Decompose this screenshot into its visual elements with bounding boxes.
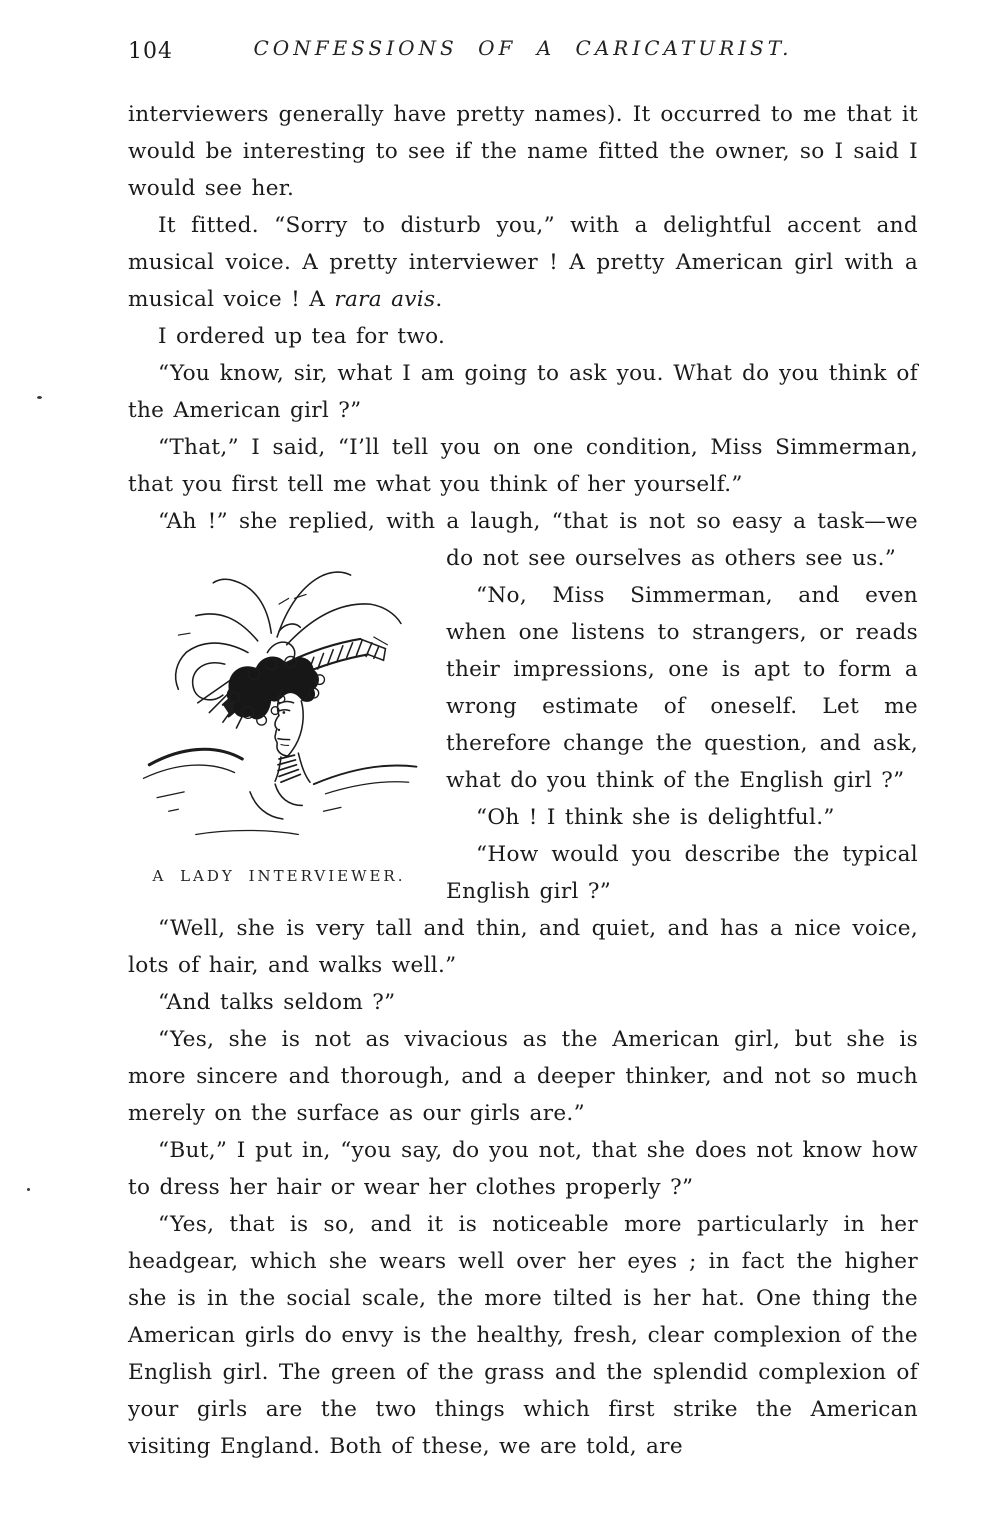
body-text xyxy=(128,96,918,1465)
paragraph-text: “No, Miss Simmerman, and even when one listens to strangers, or reads their impressions, one is apt to form a wrong estimate of oneself. Let me therefore change the question, and ask, what do you think of the English girl ?” xyxy=(446,583,918,793)
paragraph-text: . xyxy=(435,287,443,312)
running-header xyxy=(128,36,918,68)
paragraph-text: “Yes, she is not as vivacious as the American girl, but she is more sincere and thorough, and a deeper thinker, and not so much merely on the surface as our girls are.” xyxy=(128,1027,918,1126)
paragraph-text: “Yes, that is so, and it is noticeable more particularly in her headgear, which she wears well over her eyes ; in fact the higher she is in the social scale, the more tilted is her hat. One thing the American girls do envy is the healthy, fresh, clear complexion of the English girl. The green of the grass and the splendid complexion of your girls are the two things which first strike the American visiting England. Both of these, we are told, are xyxy=(128,1212,918,1459)
paragraph-text: “You know, sir, what I am going to ask you. What do you think of the American girl ?” xyxy=(128,361,918,423)
paragraph-10 xyxy=(128,910,918,984)
paragraph-text: “But,” I put in, “you say, do you not, that she does not know how to dress her hair or wear her clothes properly ?” xyxy=(128,1138,918,1200)
paragraph-14 xyxy=(128,1206,918,1465)
paragraph-text: “Oh ! I think she is delightful.” xyxy=(476,805,835,830)
figure-lady-interviewer xyxy=(128,548,430,895)
paragraph-3 xyxy=(128,318,918,355)
page-number: 104 xyxy=(128,39,173,64)
paragraph-12 xyxy=(128,1021,918,1132)
paragraph-2 xyxy=(128,207,918,318)
paragraph-text: I ordered up tea for two. xyxy=(158,324,446,349)
paragraph-text: “Ah !” she replied, with a laugh, “that is not so easy a task— xyxy=(158,509,887,534)
paragraph-text: It fitted. “Sorry to disturb you,” with a delightful accent and musical voice. A pretty interviewer ! A pretty American girl with a musical voice ! A xyxy=(128,213,918,312)
paragraph-text: we do not see ourselves as others see us.” xyxy=(446,509,918,571)
paragraph-text: “Well, she is very tall and thin, and quiet, and has a nice voice, lots of hair, and walks well.” xyxy=(128,916,918,978)
paragraph-4 xyxy=(128,355,918,429)
figure-caption: A LADY INTERVIEWER. xyxy=(152,867,406,885)
italic-phrase: rara avis xyxy=(334,287,436,312)
paragraph-text: “How would you describe the typical English girl ?” xyxy=(446,842,918,904)
paragraph-text: “And talks seldom ?” xyxy=(158,990,396,1015)
running-title: CONFESSIONS OF A CARICATURIST. xyxy=(253,36,793,60)
paragraph-1 xyxy=(128,96,918,207)
paragraph-13 xyxy=(128,1132,918,1206)
paragraph-text: “That,” I said, “I’ll tell you on one condition, Miss Simmerman, that you first tell me what you think of her yourself.” xyxy=(128,435,918,497)
scan-speck xyxy=(27,1188,30,1191)
scan-speck xyxy=(37,396,42,399)
paragraph-text: interviewers generally have pretty names). It occurred to me that it would be interesting to see if the name fitted the owner, so I said I would see her. xyxy=(128,102,918,201)
paragraph-5 xyxy=(128,429,918,503)
lady-interviewer-illustration xyxy=(129,548,429,848)
paragraph-11 xyxy=(128,984,918,1021)
